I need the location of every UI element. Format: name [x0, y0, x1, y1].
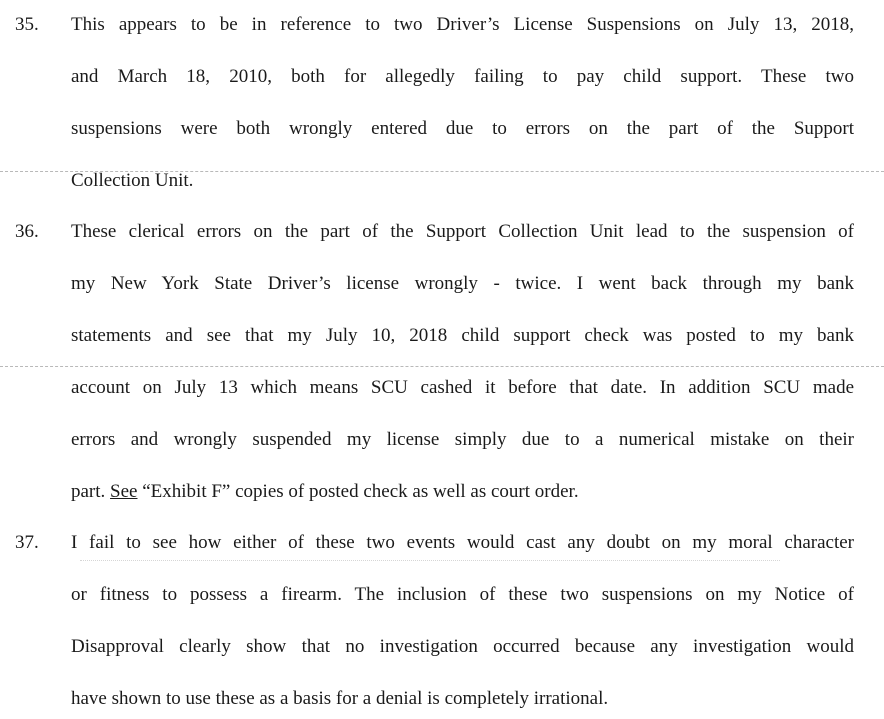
paragraph-number: 35.: [15, 14, 39, 35]
paragraph-number: 36.: [15, 221, 39, 242]
paragraph-line: account on July 13 which means SCU cashed it before that date. In addition SCU made: [71, 377, 854, 398]
paragraph-line: have shown to use these as a basis for a denial is completely irrational.: [71, 688, 609, 709]
paragraph-line: or fitness to possess a firearm. The inclusion of these two suspensions on my Notice of: [71, 584, 854, 605]
paragraph-line: [71, 479, 854, 505]
scan-artifact-line: [0, 366, 884, 367]
paragraph-line: I fail to see how either of these two events would cast any doubt on my moral character: [71, 532, 854, 553]
paragraph-line: This appears to be in reference to two Driver’s License Suspensions on July 13, 2018,: [71, 14, 854, 35]
paragraph-line: suspensions were both wrongly entered due to errors on the part of the Support: [71, 118, 854, 139]
paragraph-text: “Exhibit F” copies of posted check as well as court order.: [142, 481, 579, 502]
paragraph-line: Collection Unit.: [71, 170, 194, 191]
see-citation: See: [110, 481, 138, 502]
paragraph-text: part.: [71, 481, 106, 502]
paragraph-number: 37.: [15, 532, 39, 553]
paragraph-line: These clerical errors on the part of the Support Collection Unit lead to the suspension of: [71, 221, 854, 242]
paragraph-line: my New York State Driver’s license wrongly - twice. I went back through my bank: [71, 273, 854, 294]
paragraph-line: and March 18, 2010, both for allegedly failing to pay child support. These two: [71, 66, 854, 87]
paragraph-line: statements and see that my July 10, 2018 child support check was posted to my bank: [71, 325, 854, 346]
paragraph-line: Disapproval clearly show that no investigation occurred because any investigation would: [71, 636, 854, 657]
scan-artifact-line: [80, 560, 780, 561]
paragraph-line: errors and wrongly suspended my license simply due to a numerical mistake on their: [71, 429, 854, 450]
